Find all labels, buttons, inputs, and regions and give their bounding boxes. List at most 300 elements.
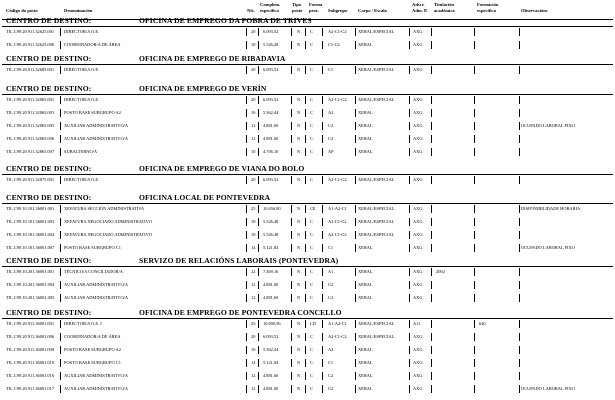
cell-tipo: N bbox=[297, 97, 301, 102]
cell-observacions: OCUPADO LABORAL FIXO bbox=[521, 244, 575, 250]
column-divider bbox=[474, 148, 475, 156]
cell-subgrupo: C2 bbox=[328, 385, 334, 391]
column-divider bbox=[305, 218, 306, 226]
column-divider bbox=[291, 359, 292, 367]
cell-subgrupo: A2-C1-C2 bbox=[328, 177, 347, 182]
cell-subgrupo: A1 bbox=[328, 269, 334, 274]
header-denominacion: Denominación bbox=[64, 8, 93, 13]
table-row bbox=[0, 204, 615, 214]
section-title bbox=[0, 16, 615, 26]
column-divider bbox=[519, 96, 520, 104]
column-divider bbox=[246, 346, 247, 354]
cell-denominacion: COORDINADOR/A DE ÁREA bbox=[64, 41, 121, 47]
cell-corpo: XERAL bbox=[358, 135, 373, 141]
column-divider bbox=[519, 122, 520, 130]
column-divider bbox=[409, 122, 410, 130]
cell-complemento: 4.881,60 bbox=[263, 372, 279, 378]
section-label: CENTRO DE DESTINO: bbox=[6, 308, 92, 317]
cell-corpo: XERAL bbox=[358, 372, 373, 378]
column-divider bbox=[519, 244, 520, 252]
column-divider bbox=[60, 372, 61, 380]
cell-tipo: N bbox=[297, 148, 301, 154]
column-divider bbox=[258, 205, 259, 213]
cell-denominacion: POSTO BASE SUBGRUPO C1 bbox=[64, 244, 121, 250]
cell-adscr: AXG bbox=[413, 135, 423, 141]
cell-denominacion: POSTO BASE SUBGRUPO C1 bbox=[64, 359, 121, 365]
table-row bbox=[0, 332, 615, 342]
cell-forma: C bbox=[310, 177, 313, 182]
cell-complemento: 4.881,60 bbox=[263, 294, 279, 300]
cell-corpo: XERAL bbox=[358, 148, 373, 154]
column-divider bbox=[431, 231, 432, 239]
column-divider bbox=[246, 231, 247, 239]
column-divider bbox=[305, 372, 306, 380]
column-divider bbox=[431, 320, 432, 328]
column-divider bbox=[431, 385, 432, 393]
cell-adscr: AXG bbox=[413, 122, 423, 128]
column-divider bbox=[60, 333, 61, 341]
column-divider bbox=[474, 218, 475, 226]
column-divider bbox=[431, 96, 432, 104]
cell-forma: C bbox=[310, 218, 313, 224]
column-divider bbox=[258, 122, 259, 130]
column-divider bbox=[60, 205, 61, 213]
section-label: CENTRO DE DESTINO: bbox=[6, 164, 92, 173]
column-divider bbox=[246, 320, 247, 328]
column-divider bbox=[355, 346, 356, 354]
column-divider bbox=[258, 281, 259, 289]
column-divider bbox=[431, 244, 432, 252]
column-divider bbox=[355, 372, 356, 380]
cell-forma: C bbox=[310, 372, 313, 378]
cell-tipo: N bbox=[297, 269, 301, 274]
cell-complemento: 5.526,48 bbox=[263, 218, 279, 224]
column-divider bbox=[291, 135, 292, 143]
column-divider bbox=[258, 244, 259, 252]
column-divider bbox=[258, 28, 259, 36]
cell-complemento: 5.362,44 bbox=[263, 109, 279, 115]
column-divider bbox=[291, 41, 292, 49]
cell-corpo: XERAL/ESPECIAL bbox=[358, 177, 395, 182]
column-divider bbox=[258, 96, 259, 104]
column-divider bbox=[60, 148, 61, 156]
column-divider bbox=[258, 333, 259, 341]
header-forma-1: Forma bbox=[309, 2, 323, 7]
column-divider bbox=[60, 176, 61, 184]
cell-codigo: TIL.C99.10.201.36001.004 bbox=[6, 281, 55, 287]
cell-codigo: TIL.C99.10.101.36001.003 bbox=[6, 218, 55, 224]
column-divider bbox=[258, 372, 259, 380]
cell-corpo: XERAL bbox=[358, 109, 373, 115]
column-divider bbox=[355, 205, 356, 213]
column-divider bbox=[258, 268, 259, 276]
column-divider bbox=[258, 385, 259, 393]
cell-adscr: AXG bbox=[413, 29, 423, 34]
cell-complemento: 5.362,44 bbox=[263, 346, 279, 352]
cell-corpo: XERAL bbox=[358, 346, 373, 352]
column-divider bbox=[246, 281, 247, 289]
column-divider bbox=[409, 359, 410, 367]
cell-nivel: 20 bbox=[251, 333, 256, 339]
cell-adscr: AXG bbox=[413, 385, 423, 391]
cell-denominacion: AUXILIAR ADMINISTRATIVO/A bbox=[64, 281, 129, 287]
column-divider bbox=[519, 135, 520, 143]
cell-tipo: N bbox=[297, 321, 301, 326]
cell-subgrupo: A2-C1-C2 bbox=[328, 97, 347, 102]
cell-adscr: AXG bbox=[413, 359, 423, 365]
cell-tipo: N bbox=[297, 177, 301, 182]
column-divider bbox=[246, 385, 247, 393]
column-divider bbox=[322, 294, 323, 302]
header-complemento-2: específico bbox=[260, 8, 279, 13]
column-divider bbox=[60, 320, 61, 328]
column-divider bbox=[60, 231, 61, 239]
cell-nivel: 25 bbox=[251, 321, 256, 326]
cell-tipo: N bbox=[297, 109, 301, 115]
cell-tipo: N bbox=[297, 372, 301, 378]
cell-nivel: 25 bbox=[251, 206, 256, 211]
column-divider bbox=[519, 41, 520, 49]
cell-adscr: A11 bbox=[413, 321, 421, 326]
table-row bbox=[0, 175, 615, 185]
column-divider bbox=[291, 28, 292, 36]
column-divider bbox=[355, 244, 356, 252]
cell-adscr: AXG bbox=[413, 269, 423, 274]
cell-denominacion: AUXILIAR ADMINISTRATIVO/A bbox=[64, 294, 129, 300]
column-divider bbox=[305, 28, 306, 36]
column-divider bbox=[431, 333, 432, 341]
column-divider bbox=[322, 205, 323, 213]
cell-codigo: TIL.C99.20.911.36001.016 bbox=[6, 372, 55, 378]
column-divider bbox=[474, 28, 475, 36]
cell-corpo: XERAL/ESPECIAL bbox=[358, 29, 395, 34]
cell-corpo: XERAL/ESPECIAL bbox=[358, 218, 395, 224]
column-divider bbox=[474, 66, 475, 74]
header-tipo-2: posto bbox=[292, 8, 303, 13]
column-divider bbox=[519, 346, 520, 354]
cell-complemento: 4.881,60 bbox=[263, 385, 279, 391]
cell-codigo: TIL.C99.20.911.32685.001 bbox=[6, 67, 55, 72]
column-divider bbox=[519, 281, 520, 289]
table-row bbox=[0, 319, 615, 329]
column-divider bbox=[355, 231, 356, 239]
column-divider bbox=[291, 244, 292, 252]
column-divider bbox=[246, 122, 247, 130]
section-title bbox=[0, 308, 615, 318]
cell-denominacion: POSTO BASE SUBGRUPO A2 bbox=[64, 109, 121, 115]
column-divider bbox=[355, 320, 356, 328]
cell-corpo: XERAL bbox=[358, 244, 373, 250]
cell-nivel: 12 bbox=[251, 281, 256, 287]
cell-nivel: 18 bbox=[251, 41, 256, 47]
cell-forma: LD bbox=[310, 321, 316, 326]
cell-corpo: XERAL bbox=[358, 41, 373, 47]
cell-codigo: TIL.C99.20.911.36001.006 bbox=[6, 333, 55, 339]
column-divider bbox=[431, 372, 432, 380]
cell-adscr: AXG bbox=[413, 294, 423, 300]
table-row bbox=[0, 230, 615, 240]
column-divider bbox=[474, 268, 475, 276]
header-subgrupo: Subgrupo bbox=[328, 8, 348, 13]
cell-tipo: N bbox=[297, 333, 301, 339]
cell-adscr: AXG bbox=[413, 109, 423, 115]
column-divider bbox=[305, 385, 306, 393]
cell-denominacion: COORDINADOR/A DE ÁREA bbox=[64, 333, 121, 339]
cell-complemento: 4.881,60 bbox=[263, 135, 279, 141]
column-divider bbox=[322, 66, 323, 74]
cell-nivel: 10 bbox=[251, 148, 256, 154]
section-name: SERVIZO DE RELACIÓNS LABORAIS (PONTEVEDRA) bbox=[139, 256, 339, 265]
cell-nivel: 12 bbox=[251, 372, 256, 378]
cell-codigo: TIL.C99.20.911.32865.006 bbox=[6, 135, 55, 141]
cell-complemento: 10.090,56 bbox=[263, 321, 281, 326]
cell-codigo: TIL.C99.20.911.32865.003 bbox=[6, 109, 55, 115]
cell-complemento: 4.881,60 bbox=[263, 281, 279, 287]
column-divider bbox=[355, 41, 356, 49]
cell-complemento: 6.093,52 bbox=[263, 29, 279, 34]
column-divider bbox=[409, 268, 410, 276]
column-divider bbox=[519, 231, 520, 239]
column-divider bbox=[246, 96, 247, 104]
column-divider bbox=[519, 320, 520, 328]
cell-tipo: N bbox=[297, 281, 301, 287]
column-divider bbox=[60, 135, 61, 143]
column-divider bbox=[431, 135, 432, 143]
column-divider bbox=[60, 385, 61, 393]
column-divider bbox=[322, 231, 323, 239]
column-divider bbox=[291, 333, 292, 341]
column-divider bbox=[305, 231, 306, 239]
column-divider bbox=[246, 176, 247, 184]
column-divider bbox=[355, 96, 356, 104]
column-divider bbox=[322, 96, 323, 104]
table-row bbox=[0, 217, 615, 227]
column-divider bbox=[431, 346, 432, 354]
column-divider bbox=[409, 294, 410, 302]
cell-denominacion: AUXILIAR ADMINISTRATIVO/A bbox=[64, 122, 129, 128]
cell-complemento: 6.093,52 bbox=[263, 67, 279, 72]
cell-observacions: OCUPADO LABORAL FIXO bbox=[521, 122, 575, 128]
cell-nivel: 12 bbox=[251, 294, 256, 300]
column-divider bbox=[519, 28, 520, 36]
cell-corpo: XERAL/ESPECIAL bbox=[358, 97, 395, 102]
column-divider bbox=[246, 148, 247, 156]
cell-codigo: TIL.C99.10.101.36001.001 bbox=[6, 206, 55, 211]
column-divider bbox=[291, 148, 292, 156]
column-divider bbox=[409, 244, 410, 252]
column-divider bbox=[431, 176, 432, 184]
cell-denominacion: AUXILIAR ADMINISTRATIVO/A bbox=[64, 385, 129, 391]
table-row bbox=[0, 358, 615, 368]
cell-subgrupo: A2 bbox=[328, 346, 334, 352]
cell-tipo: N bbox=[297, 29, 301, 34]
column-divider bbox=[474, 96, 475, 104]
column-divider bbox=[431, 122, 432, 130]
table-row bbox=[0, 134, 615, 144]
column-divider bbox=[246, 333, 247, 341]
column-divider bbox=[519, 109, 520, 117]
cell-forma: C bbox=[310, 385, 313, 391]
cell-denominacion: AUXILIAR ADMINISTRATIVO/A bbox=[64, 372, 129, 378]
cell-tipo: N bbox=[297, 218, 301, 224]
column-divider bbox=[355, 333, 356, 341]
column-divider bbox=[409, 346, 410, 354]
column-divider bbox=[322, 122, 323, 130]
cell-subgrupo: A2-C1-C2 bbox=[328, 231, 347, 237]
cell-nivel: 22 bbox=[251, 269, 256, 274]
cell-complemento: 5.121,84 bbox=[263, 244, 279, 250]
column-divider bbox=[355, 268, 356, 276]
column-divider bbox=[355, 294, 356, 302]
column-divider bbox=[305, 122, 306, 130]
column-divider bbox=[409, 66, 410, 74]
cell-corpo: XERAL/ESPECIAL bbox=[358, 206, 395, 211]
cell-codigo: TIL.C99.20.911.32875.001 bbox=[6, 177, 55, 182]
column-divider bbox=[291, 385, 292, 393]
cell-codigo: TIL.C99.20.911.36001.009 bbox=[6, 346, 55, 352]
cell-codigo: TIL.C99.10.101.36001.004 bbox=[6, 231, 55, 237]
cell-complemento: 5.526,48 bbox=[263, 41, 279, 47]
cell-forma: C bbox=[310, 346, 313, 352]
column-divider bbox=[258, 218, 259, 226]
column-divider bbox=[258, 176, 259, 184]
column-divider bbox=[409, 372, 410, 380]
cell-subgrupo: C1-C2 bbox=[328, 41, 340, 47]
column-divider bbox=[305, 346, 306, 354]
column-divider bbox=[305, 96, 306, 104]
column-divider bbox=[431, 205, 432, 213]
column-divider bbox=[474, 372, 475, 380]
section-label: CENTRO DE DESTINO: bbox=[6, 256, 92, 265]
column-divider bbox=[355, 135, 356, 143]
cell-denominacion: DIRECTOR/A O.E. bbox=[64, 29, 100, 34]
cell-adscr: AXG bbox=[413, 244, 423, 250]
cell-corpo: XERAL/ESPECIAL bbox=[358, 321, 395, 326]
table-row bbox=[0, 95, 615, 105]
column-divider bbox=[291, 96, 292, 104]
cell-tipo: N bbox=[297, 385, 301, 391]
column-divider bbox=[258, 41, 259, 49]
section-label: CENTRO DE DESTINO: bbox=[6, 54, 92, 63]
column-divider bbox=[409, 333, 410, 341]
column-divider bbox=[246, 268, 247, 276]
column-divider bbox=[246, 135, 247, 143]
cell-forma: C bbox=[310, 294, 313, 300]
column-divider bbox=[60, 346, 61, 354]
header-complemento-1: Complem. bbox=[260, 2, 281, 7]
cell-formacion: 640 bbox=[479, 321, 486, 326]
cell-subgrupo: C1 bbox=[328, 359, 334, 365]
column-divider bbox=[409, 41, 410, 49]
column-divider bbox=[355, 359, 356, 367]
cell-adscr: AXG bbox=[413, 67, 423, 72]
column-divider bbox=[474, 109, 475, 117]
cell-forma: C bbox=[310, 148, 313, 154]
cell-corpo: XERAL bbox=[358, 359, 373, 365]
column-divider bbox=[291, 176, 292, 184]
cell-complemento: 4.881,60 bbox=[263, 122, 279, 128]
column-divider bbox=[519, 66, 520, 74]
cell-complemento: 5.526,48 bbox=[263, 231, 279, 237]
cell-tipo: N bbox=[297, 135, 301, 141]
cell-complemento: 5.121,84 bbox=[263, 359, 279, 365]
cell-forma: C bbox=[310, 269, 313, 274]
column-divider bbox=[60, 96, 61, 104]
column-divider bbox=[355, 148, 356, 156]
cell-adscr: AXG bbox=[413, 372, 423, 378]
table-row bbox=[0, 293, 615, 303]
column-divider bbox=[291, 372, 292, 380]
cell-corpo: XERAL/ESPECIAL bbox=[358, 333, 395, 339]
cell-corpo: XERAL bbox=[358, 281, 373, 287]
cell-adscr: AXG bbox=[413, 148, 423, 154]
section-name: OFICINA DE EMPREGO DE VIANA DO BOLO bbox=[139, 164, 305, 173]
column-divider bbox=[409, 96, 410, 104]
cell-complemento: 6.093,52 bbox=[263, 97, 279, 102]
column-divider bbox=[519, 268, 520, 276]
section-title bbox=[0, 54, 615, 64]
cell-denominacion: XEFATURA NEGOCIADO ADMINISTRATIVO bbox=[64, 231, 152, 237]
header-tipo-1: Tipo bbox=[292, 2, 302, 7]
column-divider bbox=[322, 135, 323, 143]
cell-corpo: XERAL bbox=[358, 269, 373, 274]
cell-forma: C bbox=[310, 122, 313, 128]
table-row bbox=[0, 108, 615, 118]
column-divider bbox=[246, 372, 247, 380]
column-divider bbox=[258, 346, 259, 354]
column-divider bbox=[60, 66, 61, 74]
cell-corpo: XERAL bbox=[358, 385, 373, 391]
column-divider bbox=[246, 294, 247, 302]
column-divider bbox=[322, 28, 323, 36]
table-row bbox=[0, 267, 615, 277]
column-divider bbox=[409, 109, 410, 117]
column-divider bbox=[409, 28, 410, 36]
column-divider bbox=[431, 28, 432, 36]
section-name: OFICINA DE EMPREGO DE VERÍN bbox=[139, 84, 267, 93]
column-divider bbox=[519, 372, 520, 380]
column-divider bbox=[258, 294, 259, 302]
table-row bbox=[0, 371, 615, 381]
column-divider bbox=[409, 231, 410, 239]
cell-observacions: DISPONIBILIDADE HORARIA. bbox=[521, 206, 582, 211]
column-divider bbox=[519, 148, 520, 156]
cell-complemento: 10.656,00 bbox=[263, 206, 281, 211]
header-formacion-2: específica bbox=[477, 8, 496, 13]
column-divider bbox=[322, 359, 323, 367]
column-divider bbox=[519, 205, 520, 213]
column-divider bbox=[305, 135, 306, 143]
cell-forma: C bbox=[310, 281, 313, 287]
cell-codigo: TIL.C99.20.911.32865.007 bbox=[6, 148, 55, 154]
column-divider bbox=[322, 372, 323, 380]
section-title bbox=[0, 84, 615, 94]
column-divider bbox=[409, 176, 410, 184]
cell-nivel: 20 bbox=[251, 29, 256, 34]
column-divider bbox=[322, 320, 323, 328]
column-divider bbox=[246, 359, 247, 367]
cell-adscr: AXG bbox=[413, 97, 423, 102]
cell-denominacion: TÉCNICO/A CONCILIADOR/A bbox=[64, 269, 123, 274]
cell-nivel: 12 bbox=[251, 385, 256, 391]
column-divider bbox=[305, 109, 306, 117]
cell-adscr: AXG bbox=[413, 231, 423, 237]
column-divider bbox=[258, 231, 259, 239]
column-divider bbox=[431, 268, 432, 276]
table-row bbox=[0, 345, 615, 355]
column-divider bbox=[246, 205, 247, 213]
table-row bbox=[0, 65, 615, 75]
